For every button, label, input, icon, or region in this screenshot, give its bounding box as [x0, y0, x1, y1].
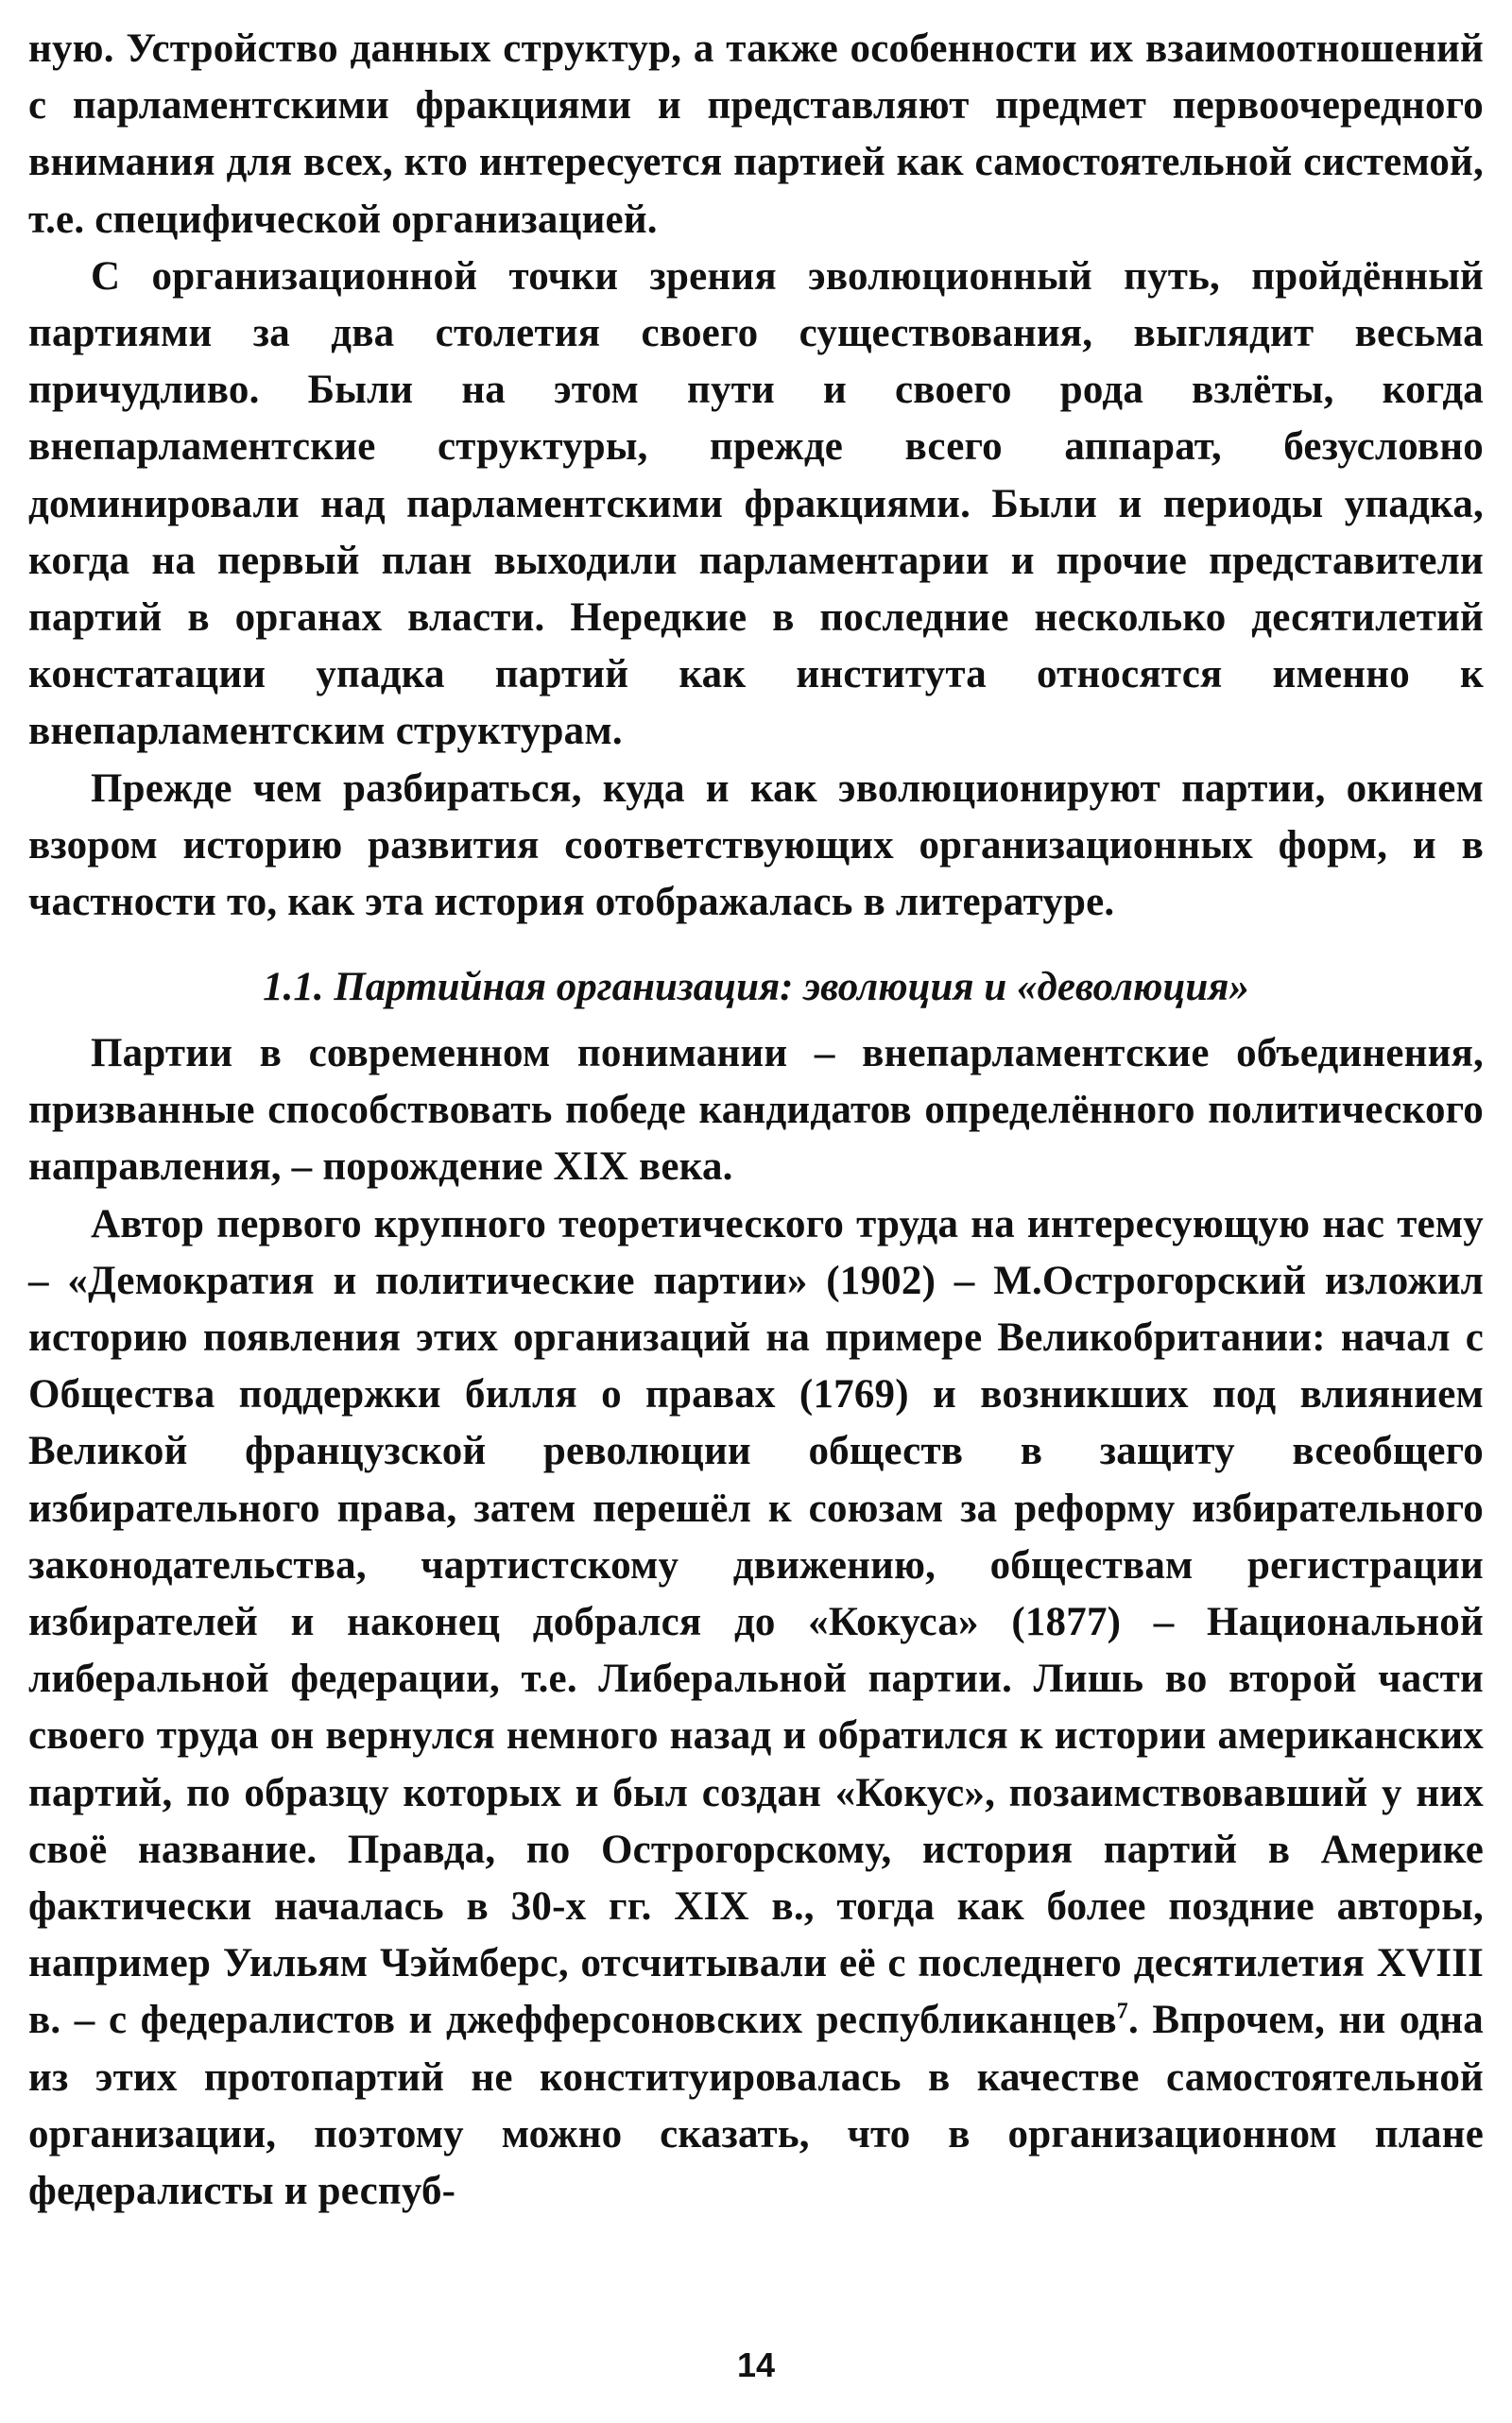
body-text-top	[28, 21, 1484, 931]
paragraph-continuation: ную. Устройство данных структур, а также особенности их взаимоотношений с парламентскими фракциями и представляют предмет первоочередного внимания для всех, кто интересуется партией как самостоятельной системой, т.е. специфической организацией.	[28, 26, 1484, 242]
paragraph: Прежде чем разбираться, куда и как эволюционируют партии, окинем взором историю развития соответствующих организационных форм, и в частности то, как эта история отображалась в литературе.	[28, 765, 1484, 925]
section-heading: 1.1. Партийная организация: эволюция и «деволюция»	[263, 965, 1249, 1009]
paragraph: Партии в современном понимании – внепарламентские объединения, призванные способствовать победе кандидатов определённого политического направления, – порождение XIX века.	[28, 1031, 1484, 1190]
body-text-bottom	[28, 1025, 1484, 2220]
paragraph: С организационной точки зрения эволюционный путь, пройдённый партиями за два столетия своего существования, выглядит весьма причудливо. Были на этом пути и своего рода взлёты, когда внепарламентские структуры, прежде всего аппарат, безусловно доминировали над парламентскими фракциями. Были и периоды упадка, когда на первый план выходили парламентарии и прочие представители партий в органах власти. Нередкие в последние несколько десятилетий констатации упадка партий как института относятся именно к внепарламентским структурам.	[28, 253, 1484, 754]
footnote-reference[interactable]: 7	[1116, 2000, 1128, 2025]
paragraph-with-footnote	[28, 1196, 1484, 2221]
page-number: 14	[736, 2346, 776, 2384]
paragraph-text: Автор первого крупного теоретического труда на интересующую нас тему – «Демократия и политические партии» (1902) – М.Острогорский изложил историю появления этих организаций на примере Великобритании: начал с Общества поддержки билля о правах (1769) и возникших под влиянием Великой французской революции обществ в защиту всеобщего избирательного права, затем перешёл к союзам за реформу избирательного законодательства, чартистскому движению, обществам регистрации избирателей и наконец добрался до «Кокуса» (1877) – Национальной либеральной федерации, т.е. Либеральной партии. Лишь во второй части своего труда он вернулся немного назад и обратился к истории американских партий, по образцу которых и был создан «Кокус», позаимствовавший у них своё название. Правда, по Острогорскому, история партий в Америке фактически началась в 30-х гг. XIX в., тогда как более поздние авторы, например Уильям Чэймберс, отсчитывали её с последнего десятилетия XVIII в. – с федералистов и джефферсоновских республиканцев	[28, 1201, 1484, 2043]
paragraph-text: . Впрочем, ни одна из этих протопартий не конституировалась в качестве самостоятельной организации, поэтому можно сказать, что в организационном плане федералисты и респуб-	[28, 1998, 1484, 2214]
